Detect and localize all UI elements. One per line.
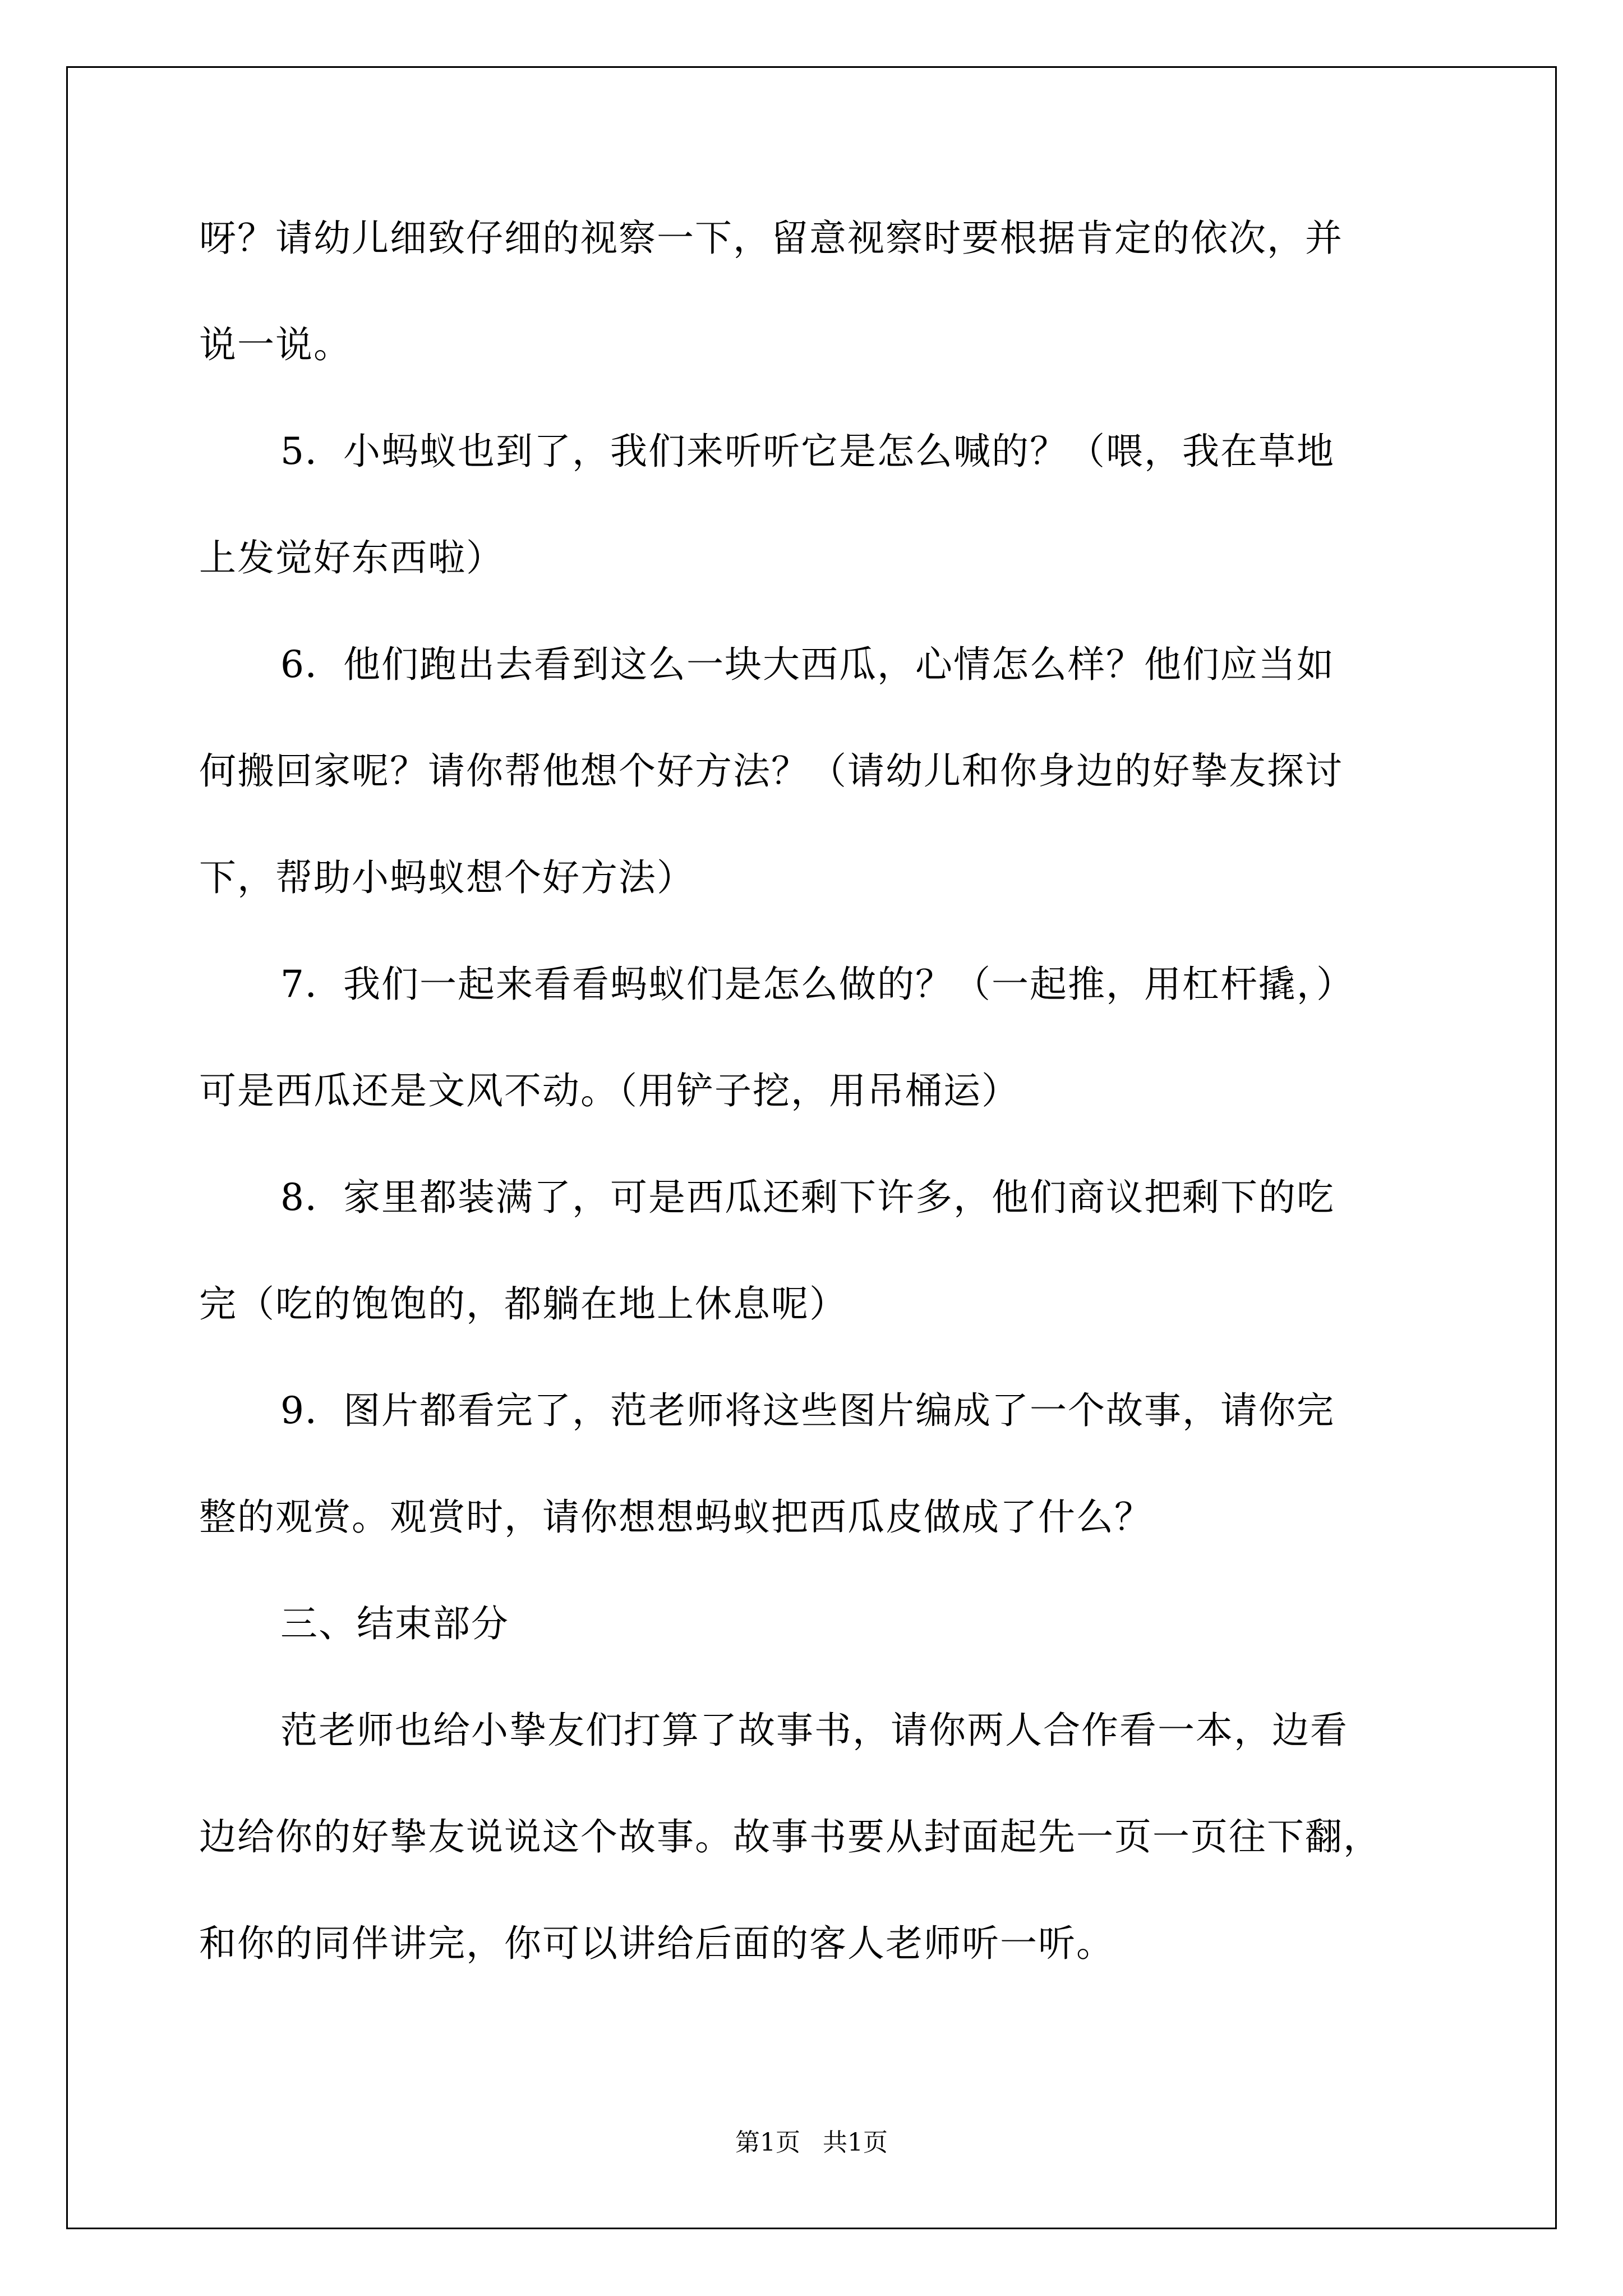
text-line: 上发觉好东西啦） <box>199 536 504 579</box>
text-line: 范老师也给小挚友们打算了故事书，请你两人合作看一本，边看 <box>280 1709 1348 1752</box>
text-line: 9．图片都看完了，范老师将这些图片编成了一个故事，请你完 <box>280 1389 1335 1432</box>
text-line: 整的观赏。观赏时，请你想想蚂蚁把西瓜皮做成了什么？ <box>199 1496 1152 1539</box>
text-line: 5．小蚂蚁也到了，我们来听听它是怎么喊的？（喂，我在草地 <box>280 430 1335 473</box>
text-line: 下，帮助小蚂蚁想个好方法） <box>199 856 695 899</box>
page-count: 共1页 <box>823 2128 888 2157</box>
section-heading: 三、结束部分 <box>280 1602 509 1645</box>
text-line: 说一说。 <box>199 323 352 366</box>
text-line: 边给你的好挚友说说这个故事。故事书要从封面起先一页一页往下翻， <box>199 1815 1381 1858</box>
text-line: 和你的同伴讲完，你可以讲给后面的客人老师听一听。 <box>199 1922 1114 1965</box>
page-border <box>66 66 1557 2229</box>
page-footer <box>0 2127 1623 2159</box>
text-line: 可是西瓜还是文风不动。（用铲子挖，用吊桶运） <box>199 1069 1020 1112</box>
page-number: 第1页 <box>735 2128 800 2157</box>
text-line: 何搬回家呢？请你帮他想个好方法？（请幼儿和你身边的好挚友探讨 <box>199 749 1343 793</box>
text-line: 呀？请幼儿细致仔细的视察一下，留意视察时要根据肯定的依次，并 <box>199 217 1343 260</box>
text-line: 完（吃的饱饱的，都躺在地上休息呢） <box>199 1282 847 1326</box>
text-line: 7．我们一起来看看蚂蚁们是怎么做的？（一起推，用杠杆撬，） <box>280 963 1354 1006</box>
text-line: 6．他们跑出去看到这么一块大西瓜，心情怎么样？他们应当如 <box>280 643 1335 686</box>
text-line: 8．家里都装满了，可是西瓜还剩下许多，他们商议把剩下的吃 <box>280 1176 1335 1219</box>
